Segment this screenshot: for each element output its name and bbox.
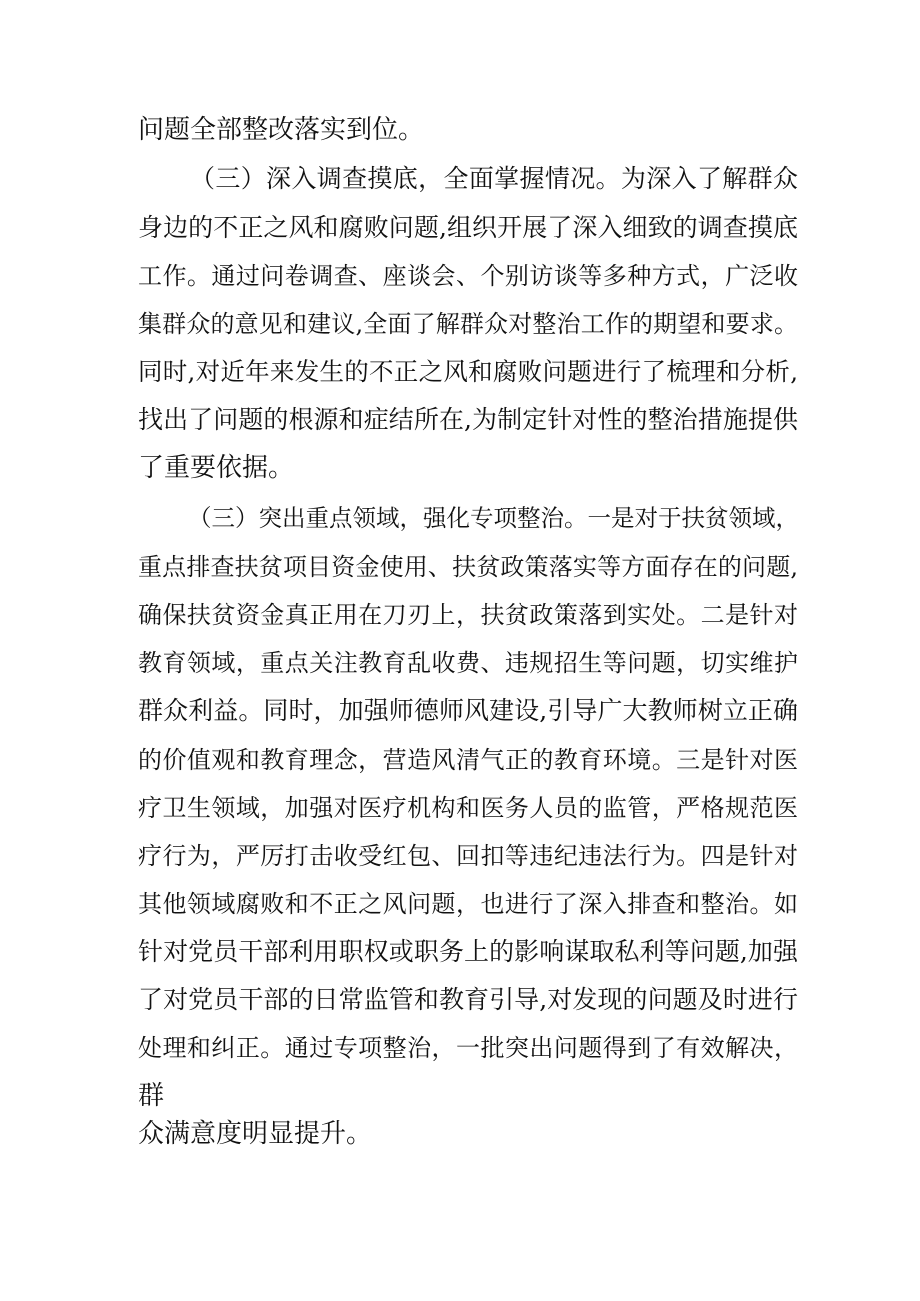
text-line: 工作。通过问卷调查、座谈会、个别访谈等多种方式，广泛收: [138, 262, 798, 290]
text-line: 疗卫生领域，加强对医疗机构和医务人员的监管，严格规范医: [138, 794, 798, 822]
text-line: 的价值观和教育理念，营造风清气正的教育环境。三是针对医: [138, 746, 798, 774]
text-line: 身边的不正之风和腐败问题,组织开展了深入细致的调查摸底: [138, 213, 798, 242]
text-line: 群: [138, 1081, 165, 1111]
text-line: 疗行为，严厉打击收受红包、回扣等违纪违法行为。四是针对: [138, 842, 798, 870]
text-line: 确保扶贫资金真正用在刀刃上，扶贫政策落到实处。二是针对: [138, 601, 798, 629]
text-line: 众满意度明显提升。: [138, 1119, 373, 1149]
section-heading-line: （三）突出重点领域，强化专项整治。一是对于扶贫领域，: [188, 504, 799, 532]
text-line: 了对党员干部的日常监管和教育引导,对发现的问题及时进行: [138, 985, 798, 1014]
text-line: 其他领域腐败和不正之风问题，也进行了深入排查和整治。如: [138, 890, 798, 918]
text-line: 重点排查扶贫项目资金使用、扶贫政策落实等方面存在的问题,: [138, 553, 798, 581]
text-line: 了重要依据。: [138, 453, 295, 483]
section-heading-line: （三）深入调查摸底，全面掌握情况。为深入了解群众: [190, 164, 798, 193]
text-line: 问题全部整改落实到位。: [138, 115, 425, 145]
text-line: 处理和纠正。通过专项整治，一批突出问题得到了有效解决，: [138, 1034, 798, 1062]
text-line: 针对党员干部利用职权或职务上的影响谋取私利等问题,加强: [138, 937, 798, 966]
text-line: 群众利益。同时，加强师德师风建设,引导广大教师树立正确: [138, 696, 798, 725]
text-line: 找出了问题的根源和症结所在,为制定针对性的整治措施提供: [138, 405, 798, 434]
text-line: 同时,对近年来发生的不正之风和腐败问题进行了梳理和分析,: [138, 357, 798, 386]
text-line: 教育领域，重点关注教育乱收费、违规招生等问题，切实维护: [138, 649, 798, 677]
text-line: 集群众的意见和建议,全面了解群众对整治工作的期望和要求。: [138, 310, 798, 338]
